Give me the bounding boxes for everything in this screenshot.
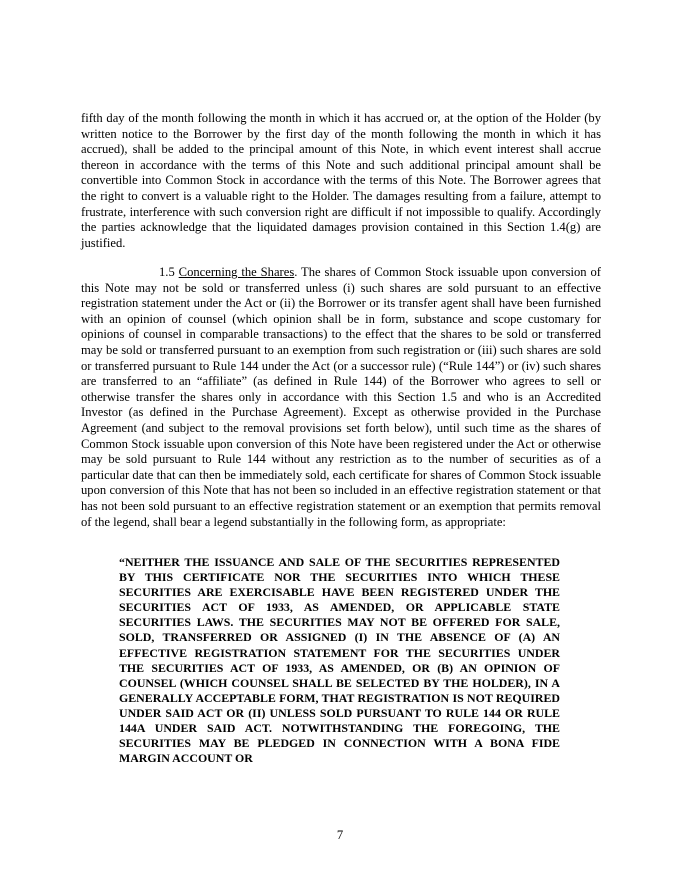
restrictive-legend: “NEITHER THE ISSUANCE AND SALE OF THE SECURITIES REPRESENTED BY THIS CERTIFICATE NOR THE SECURITIES INTO WHICH THESE SECURITIES ARE EXERCISABLE HAVE BEEN REGISTERED UNDER THE SECURITIES ACT OF 1933, AS AMENDED, OR APPLICABLE STATE SECURITIES LAWS. THE SECURITIES MAY NOT BE OFFERED FOR SALE, SOLD, TRANSFERRED OR ASSIGNED (I) IN THE ABSENCE OF (A) AN EFFECTIVE REGISTRATION STATEMENT FOR THE SECURITIES UNDER THE SECURITIES ACT OF 1933, AS AMENDED, OR (B) AN OPINION OF COUNSEL (WHICH COUNSEL SHALL BE SELECTED BY THE HOLDER), IN A GENERALLY ACCEPTABLE FORM, THAT REGISTRATION IS NOT REQUIRED UNDER SAID ACT OR (II) UNLESS SOLD PURSUANT TO RULE 144 OR RULE 144A UNDER SAID ACT. NOTWITHSTANDING THE FOREGOING, THE SECURITIES MAY BE PLEDGED IN CONNECTION WITH A BONA FIDE MARGIN ACCOUNT OR [119, 555, 560, 766]
section-heading: Concerning the Shares [178, 265, 295, 279]
section-1-5-paragraph [81, 265, 601, 530]
page-number: 7 [336, 828, 344, 842]
paragraph-continuation: fifth day of the month following the month in which it has accrued or, at the option of the Holder (by written notice to the Borrower by the first day of the month following the month in which it has accrued), shall be added to the principal amount of this Note, in which event interest shall accrue thereon in accordance with the terms of this Note and such additional principal amount shall be convertible into Common Stock in accordance with the terms of this Note. The Borrower agrees that the right to convert is a valuable right to the Holder. The damages resulting from a failure, attempt to frustrate, interference with such conversion right are difficult if not impossible to qualify. Accordingly the parties acknowledge that the liquidated damages provision contained in this Section 1.4(g) are justified. [81, 111, 601, 250]
section-number: 1.5 [159, 265, 175, 279]
section-body: . The shares of Common Stock issuable upon conversion of this Note may not be sold or transferred unless (i) such shares are sold pursuant to an effective registration statement under the Act or (ii) the Borrower or its transfer agent shall have been furnished with an opinion of counsel (which opinion shall be in form, substance and scope customary for opinions of counsel in comparable transactions) to the effect that the shares to be sold or transferred may be sold or transferred pursuant to an exemption from such registration or (iii) such shares are sold or transferred pursuant to Rule 144 under the Act (or a successor rule) (“Rule 144”) or (iv) such shares are transferred to an “affiliate” (as defined in Rule 144) of the Borrower who agrees to sell or otherwise transfer the shares only in accordance with this Section 1.5 and who is an Accredited Investor (as defined in the Purchase Agreement). Except as otherwise provided in the Purchase Agreement (and subject to the removal provisions set forth below), until such time as the shares of Common Stock issuable upon conversion of this Note have been registered under the Act or otherwise may be sold pursuant to Rule 144 without any restriction as to the number of securities as of a particular date that can then be immediately sold, each certificate for shares of Common Stock issuable upon conversion of this Note that has not been so included in an effective registration statement or that has not been sold pursuant to an effective registration statement or an exemption that permits removal of the legend, shall bear a legend substantially in the following form, as appropriate: [81, 265, 601, 529]
